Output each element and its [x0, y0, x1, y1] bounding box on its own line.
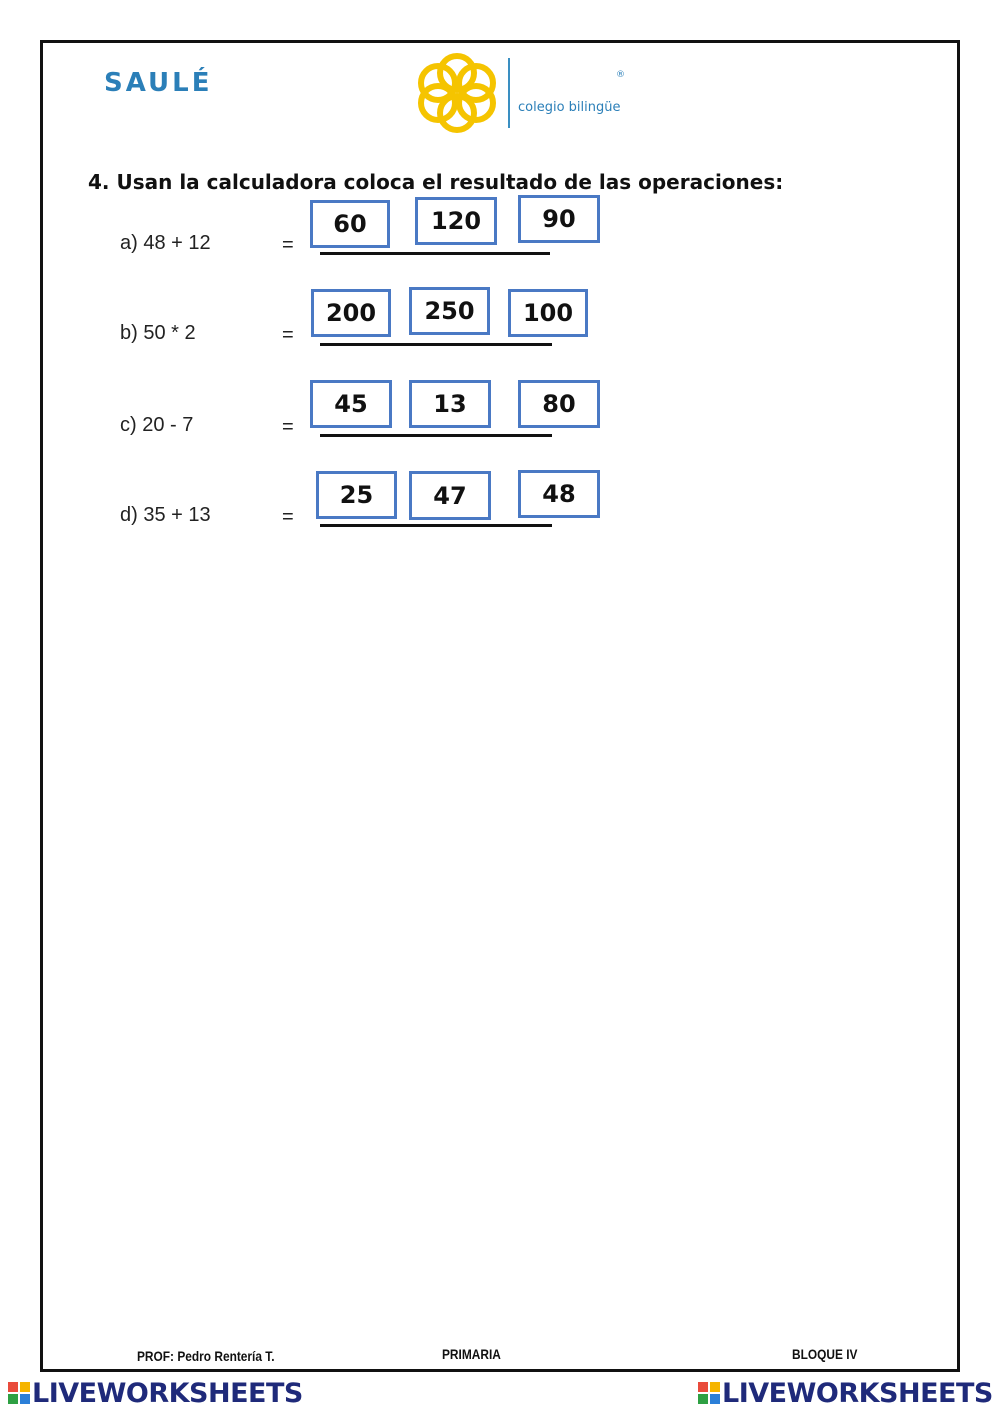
flower-logo-icon	[414, 46, 500, 140]
answer-line-a[interactable]	[320, 252, 550, 255]
answer-option-b2[interactable]: 250	[409, 287, 490, 335]
liveworksheets-watermark-right	[698, 1378, 993, 1409]
equals-sign-c: =	[282, 416, 294, 438]
school-logo	[414, 46, 644, 140]
logo-divider	[508, 58, 510, 128]
answer-option-b1[interactable]: 200	[311, 289, 391, 337]
liveworksheets-watermark-left	[8, 1378, 303, 1409]
answer-line-d[interactable]	[320, 524, 552, 527]
equals-sign-b: =	[282, 324, 294, 346]
answer-option-a2[interactable]: 120	[415, 197, 497, 245]
footer-block: BLOQUE IV	[792, 1346, 858, 1362]
footer-teacher: PROF: Pedro Rentería T.	[137, 1348, 275, 1364]
logo-name: SAULÉ	[104, 68, 213, 98]
answer-option-c3[interactable]: 80	[518, 380, 600, 428]
answer-option-d3[interactable]: 48	[518, 470, 600, 518]
answer-line-b[interactable]	[320, 343, 552, 346]
answer-option-a3[interactable]: 90	[518, 195, 600, 243]
liveworksheets-logo-icon	[698, 1382, 720, 1404]
answer-option-d1[interactable]: 25	[316, 471, 397, 519]
watermark-text-left: LIVEWORKSHEETS	[32, 1378, 303, 1409]
equals-sign-d: =	[282, 506, 294, 528]
operation-label-b: b) 50 * 2	[120, 322, 196, 344]
answer-option-d2[interactable]: 47	[409, 471, 491, 520]
equals-sign-a: =	[282, 234, 294, 256]
operation-label-a: a) 48 + 12	[120, 232, 211, 254]
answer-option-c1[interactable]: 45	[310, 380, 392, 428]
logo-subtitle: colegio bilingüe	[518, 100, 621, 115]
answer-option-b3[interactable]: 100	[508, 289, 588, 337]
instruction-text: 4. Usan la calculadora coloca el resultado de las operaciones:	[88, 170, 784, 194]
operation-label-d: d) 35 + 13	[120, 504, 211, 526]
operation-label-c: c) 20 - 7	[120, 414, 194, 436]
answer-option-a1[interactable]: 60	[310, 200, 390, 248]
watermark-text-right: LIVEWORKSHEETS	[722, 1378, 993, 1409]
logo-registered-mark: ®	[616, 70, 625, 80]
footer-level: PRIMARIA	[442, 1346, 501, 1362]
liveworksheets-logo-icon	[8, 1382, 30, 1404]
answer-line-c[interactable]	[320, 434, 552, 437]
answer-option-c2[interactable]: 13	[409, 380, 491, 428]
